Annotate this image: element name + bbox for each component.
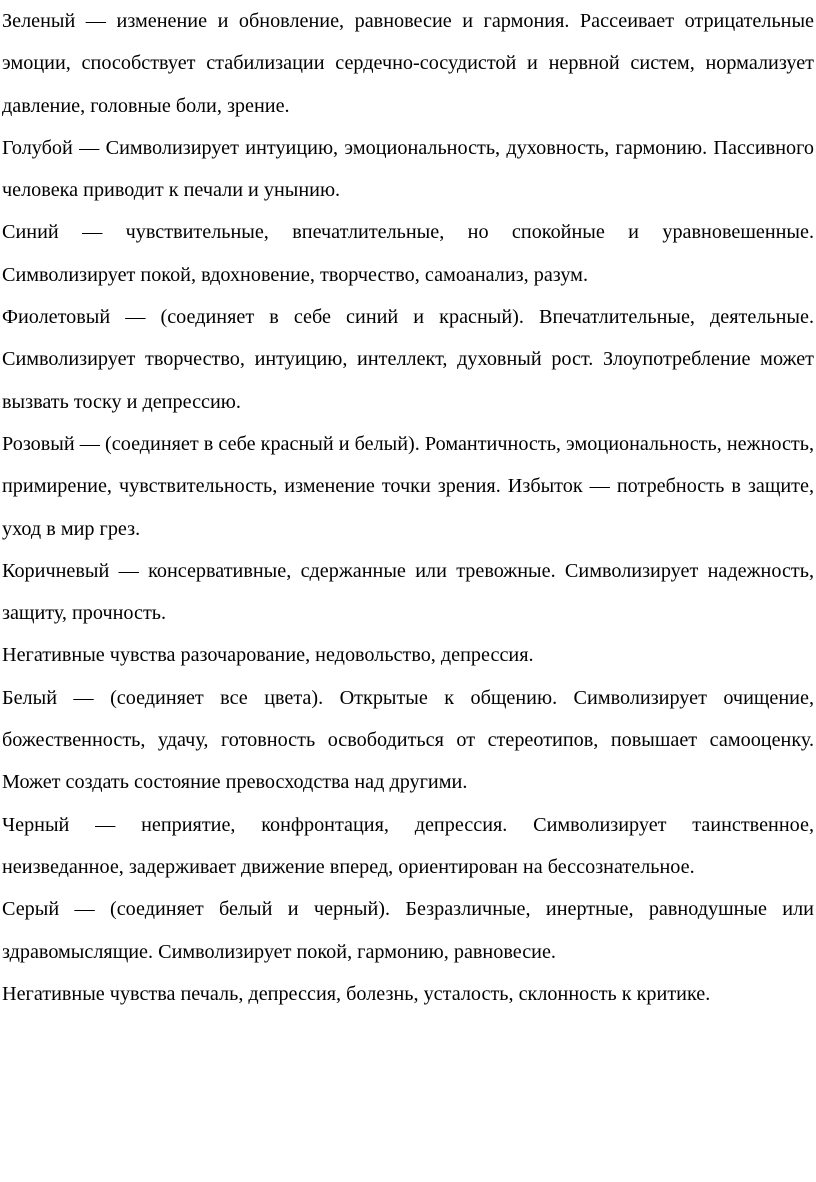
paragraph-blue: Синий — чувствительные, впечатлительные, но спокойные и уравновешенные. Символизирует покой, вдохновение, творчество, самоанализ, разум. <box>2 221 814 286</box>
paragraph-gray-negative: Негативные чувства печаль, депрессия, болезнь, усталость, склонность к критике. <box>2 982 711 1005</box>
paragraph-pink: Розовый — (соединяет в себе красный и белый). Романтичность, эмоциональность, нежность, примирение, чувствительность, изменение точки зрения. Избыток — потребность в защите, уход в мир грез. <box>2 432 814 540</box>
paragraph-black: Черный — неприятие, конфронтация, депрессия. Символизирует таинственное, неизведанное, задерживает движение вперед, ориентирован на бессознательное. <box>2 813 814 878</box>
paragraph-light-blue: Голубой — Символизирует интуицию, эмоциональность, духовность, гармонию. Пассивного человека приводит к печали и унынию. <box>2 136 814 202</box>
paragraph-violet: Фиолетовый — (соединяет в себе синий и красный). Впечатлительные, деятельные. Символизирует творчество, интуицию, интеллект, духовный рост. Злоупотребление может вызвать тоску и депрессию. <box>2 306 814 413</box>
paragraph-brown-negative: Негативные чувства разочарование, недовольство, депрессия. <box>2 644 534 667</box>
paragraph-white: Белый — (соединяет все цвета). Открытые к общению. Символизирует очищение, божественность, удачу, готовность освободиться от стереотипов, повышает самооценку. Может создать состояние превосходства над другими. <box>2 686 814 794</box>
paragraph-green: Зеленый — изменение и обновление, равновесие и гармония. Рассеивает отрицательные эмоции, способствует стабилизации сердечно-сосудистой и нервной систем, нормализует давление, головные боли, зрение. <box>2 10 814 117</box>
paragraph-gray: Серый — (соединяет белый и черный). Безразличные, инертные, равнодушные или здравомыслящие. Символизирует покой, гармонию, равновесие. <box>2 898 814 963</box>
paragraph-brown: Коричневый — консервативные, сдержанные или тревожные. Символизирует надежность, защиту, прочность. <box>2 559 814 625</box>
